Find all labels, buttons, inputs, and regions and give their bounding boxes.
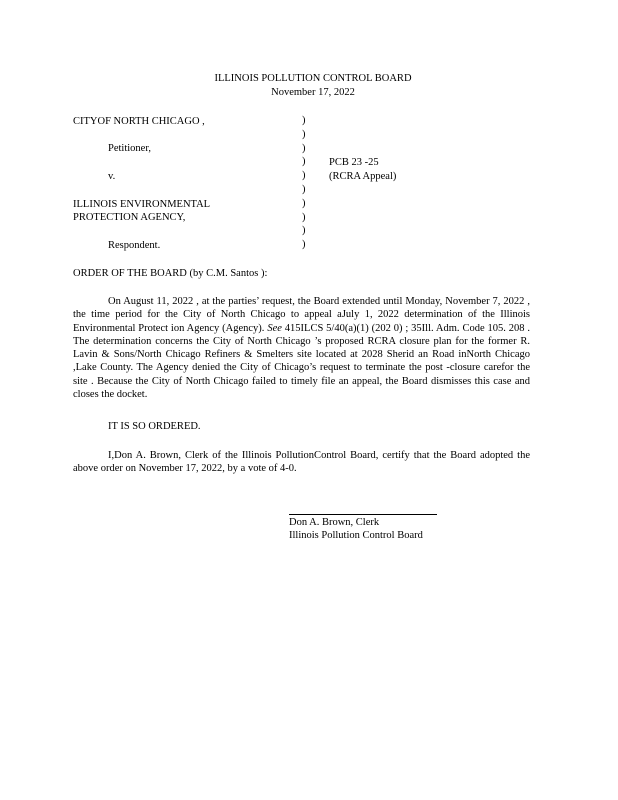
respondent-name-line1: ILLINOIS ENVIRONMENTAL <box>73 199 211 210</box>
caption-paren: ) <box>302 225 306 237</box>
board-name-heading: ILLINOIS POLLUTION CONTROL BOARD <box>214 73 412 84</box>
caption-parentheses <box>302 114 312 252</box>
caption-paren: ) <box>302 183 306 195</box>
see-citation-signal: See <box>267 322 282 334</box>
so-ordered: IT IS SO ORDERED. <box>108 421 201 432</box>
petitioner-label: Petitioner, <box>108 143 152 154</box>
signature-line <box>289 514 437 515</box>
signature-title: Illinois Pollution Control Board <box>289 530 423 541</box>
caption-paren: ) <box>302 128 306 140</box>
caption-paren: ) <box>302 115 306 126</box>
order-paragraph-part1: On August 11, 2022 , at the parties’ request, the Board extended until Monday, November 7, 2022 , the time period for the City of North Chicago to appeal aJuly 1, 2022 determination of the Illinois Environmental Protect ion Agency (Agency). <box>73 296 530 334</box>
petitioner-name: CITYOF NORTH CHICAGO , <box>73 116 205 127</box>
caption-paren: ) <box>302 170 306 182</box>
caption-paren: ) <box>302 156 306 168</box>
respondent-name-line2: PROTECTION AGENCY, <box>73 212 186 223</box>
order-paragraph-part2: 415ILCS 5/40(a)(1) (202 0) ; 35Ill. Adm. Code 105. 208 . The determination concerns the City of North Chicago ’s proposed RCRA closure plan for the former R. Lavin & Sons/North Chicago Refiners & Smelters site located at 2028 Sherid an Road inNorth Chicago ,Lake County. The Agency denied the City of Chicago’s request to terminate the post -closure carefor the site . Because the City of North Chicago failed to timely file an appeal, the Board dismisses this case and closes the docket. <box>73 322 530 401</box>
signature-name: Don A. Brown, Clerk <box>289 517 380 528</box>
order-paragraph <box>73 295 530 401</box>
caption-paren: ) <box>302 142 306 154</box>
versus-label: v. <box>108 171 116 182</box>
order-date: November 17, 2022 <box>271 87 355 98</box>
caption-paren: ) <box>302 211 306 223</box>
caption-paren: ) <box>302 239 306 251</box>
case-number: PCB 23 -25 <box>329 157 379 168</box>
caption-paren: ) <box>302 197 306 209</box>
order-heading: ORDER OF THE BOARD (by C.M. Santos ): <box>73 268 268 279</box>
case-type: (RCRA Appeal) <box>329 171 397 182</box>
clerk-certification: I,Don A. Brown, Clerk of the Illinois PollutionControl Board, certify that the Board adopted the above order on November 17, 2022, by a vote of 4-0. <box>73 450 530 475</box>
respondent-label: Respondent. <box>108 240 161 251</box>
